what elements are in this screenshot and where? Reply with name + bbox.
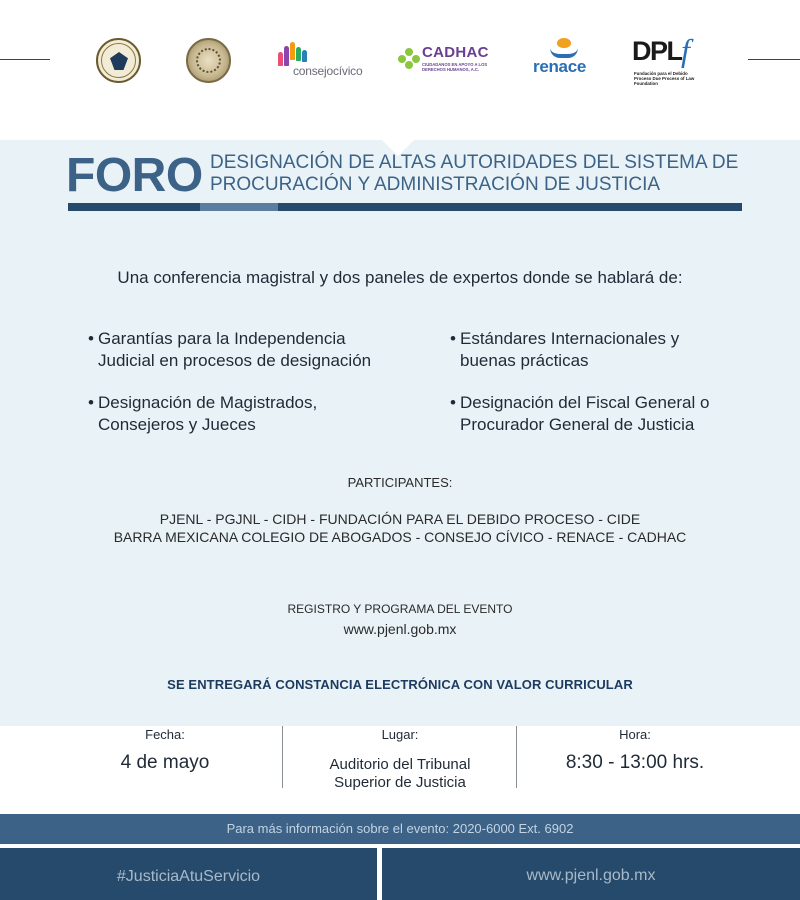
- topic-item: [450, 328, 679, 372]
- renace-wordmark: renace: [533, 57, 587, 76]
- topic-line: • Designación de Magistrados,: [98, 393, 318, 412]
- topic-line: Judicial en procesos de designación: [98, 351, 372, 370]
- cadhac-tagline: CIUDADANOS EN APOYO A LOS DERECHOS HUMANOS, A.C.: [422, 62, 488, 72]
- header-divider-right: [748, 59, 800, 60]
- dplf-logo: [632, 32, 704, 86]
- event-title: FORO: [66, 149, 203, 202]
- topic-item: [88, 328, 371, 372]
- topic-line: buenas prácticas: [460, 351, 589, 370]
- title-underline-light: [200, 203, 278, 211]
- title-underline-dark: [68, 203, 200, 211]
- footer: [0, 844, 800, 900]
- topic-line: • Garantías para la Independencia: [98, 329, 346, 348]
- event-intro: Una conferencia magistral y dos paneles de expertos donde se hablará de:: [117, 268, 683, 287]
- renace-logo: [530, 38, 600, 82]
- topic-item: [88, 392, 317, 436]
- time-block: [518, 726, 752, 774]
- title-underline-main: [278, 203, 742, 211]
- details-divider: [516, 726, 517, 788]
- participants-line: BARRA MEXICANA COLEGIO DE ABOGADOS - CONSEJO CÍVICO - RENACE - CADHAC: [113, 529, 687, 545]
- participants-heading: PARTICIPANTES:: [347, 475, 453, 490]
- cadhac-wordmark: CADHAC: [422, 44, 489, 61]
- procuraduria-seal-logo: [186, 38, 231, 83]
- place-value: [283, 756, 517, 792]
- place-line: Superior de Justicia: [334, 774, 466, 791]
- place-line: Auditorio del Tribunal: [329, 756, 471, 773]
- topic-line: • Estándares Internacionales y: [460, 329, 680, 348]
- certificate-notice: SE ENTREGARÁ CONSTANCIA ELECTRÓNICA CON VALOR CURRICULAR: [167, 677, 633, 692]
- poder-judicial-seal-logo: [96, 38, 141, 83]
- time-value: 8:30 - 13:00 hrs.: [565, 752, 705, 773]
- dplf-accent-letter: f: [681, 32, 690, 68]
- date-block: [48, 726, 282, 774]
- dplf-tagline: Fundación para el Debido Proceso Due Process of Law Foundation: [634, 71, 695, 86]
- dplf-wordmark: DPL: [632, 36, 682, 66]
- place-block: [283, 726, 517, 792]
- date-value: 4 de mayo: [120, 752, 210, 773]
- consejo-civico-wordmark: consejocívico: [293, 64, 363, 78]
- header-divider-left: [0, 59, 50, 60]
- consejo-civico-logo: [276, 42, 366, 80]
- topic-line: Consejeros y Jueces: [98, 415, 256, 434]
- topic-line: • Designación del Fiscal General o: [460, 393, 710, 412]
- hashtag-banner: #JusticiaAtuServicio: [0, 848, 377, 900]
- place-label: Lugar:: [381, 727, 419, 742]
- topic-item: [450, 392, 709, 436]
- website-link[interactable]: www.pjenl.gob.mx: [382, 848, 800, 900]
- event-subtitle: DESIGNACIÓN DE ALTAS AUTORIDADES DEL SISTEMA DE PROCURACIÓN Y ADMINISTRACIÓN DE JUSTICIA: [210, 152, 739, 195]
- topic-line: Procurador General de Justicia: [460, 415, 695, 434]
- contact-info-bar: Para más información sobre el evento: 2020-6000 Ext. 6902: [0, 814, 800, 844]
- cadhac-logo: [398, 44, 498, 78]
- registration-link[interactable]: www.pjenl.gob.mx: [343, 621, 457, 637]
- logo-header: [0, 0, 800, 140]
- date-label: Fecha:: [145, 727, 185, 742]
- time-label: Hora:: [619, 727, 651, 742]
- registration-heading: REGISTRO Y PROGRAMA DEL EVENTO: [287, 602, 513, 616]
- participants-line: PJENL - PGJNL - CIDH - FUNDACIÓN PARA EL DEBIDO PROCESO - CIDE: [159, 511, 641, 527]
